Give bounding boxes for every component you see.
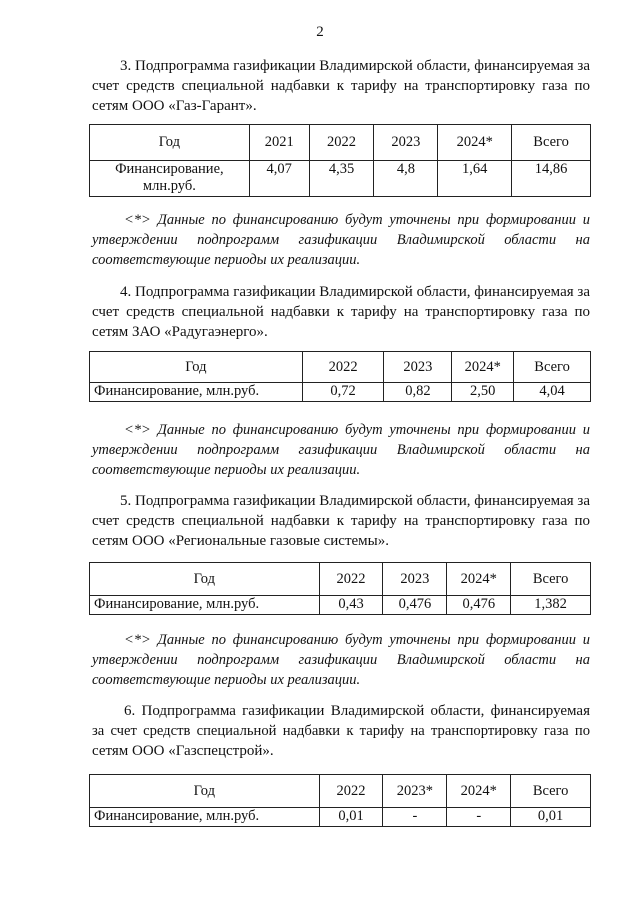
section-3-note [92,210,590,270]
value-cell: 0,72 [302,383,384,402]
text-line: 3. Подпрограмма газификации Владимирской области, финансируемая за [120,58,590,74]
table-header-row [90,563,591,596]
table-header-row [90,352,591,383]
page-number: 2 [316,24,324,40]
note-line: соответствующие периоды их реализации. [92,672,361,688]
funding-table-6 [89,774,591,827]
value-cell: 1,382 [511,596,591,615]
text-line: 6. Подпрограмма газификации Владимирской области, финансируемая [124,703,590,719]
section-5-note [92,630,590,690]
note-line: <*> Данные по финансированию будут уточнены при формировании и [124,212,590,228]
header-cell: 2023 [383,563,447,596]
text-line: счет средств специальной надбавки к тарифу на транспортировку газа по [92,78,590,94]
value-cell: 0,476 [447,596,511,615]
header-cell: Год [90,352,303,383]
text-line: счет средств специальной надбавки к тарифу на транспортировку газа по [92,304,590,320]
section-6-text [92,701,590,761]
note-line: <*> Данные по финансированию будут уточнены при формировании и [124,422,590,438]
value-cell: 1,64 [438,161,512,197]
value-cell: 2,50 [452,383,514,402]
table-row [90,383,591,402]
row-label: Финансирование, млн.руб. [90,383,303,402]
header-cell: 2022 [309,125,374,161]
text-line: сетям ООО «Газспецстрой». [92,743,274,759]
table-row [90,596,591,615]
header-cell: Всего [511,563,591,596]
header-cell: 2024* [452,352,514,383]
row-label: Финансирование, млн.руб. [90,808,320,827]
text-line: 4. Подпрограмма газификации Владимирской области, финансируемая за [120,284,590,300]
table-header-row [90,775,591,808]
header-cell: Год [90,563,320,596]
note-line: соответствующие периоды их реализации. [92,252,361,268]
header-cell: Всего [512,125,591,161]
text-line: счет средств специальной надбавки к тарифу на транспортировку газа по [92,513,590,529]
header-cell: Год [90,775,320,808]
table-row [90,808,591,827]
table-header-row [90,125,591,161]
text-line: за счет средств специальной надбавки к тарифу на транспортировку газа по [92,723,590,739]
header-cell: 2023 [384,352,452,383]
value-cell: 4,35 [309,161,374,197]
section-3-text [92,56,590,116]
note-line: утверждении подпрограмм газификации Владимирской области на [92,232,590,248]
note-line: утверждении подпрограмм газификации Владимирской области на [92,652,590,668]
table-row [90,161,591,197]
funding-table-3 [89,124,591,197]
value-cell: 4,07 [249,161,309,197]
text-line: сетям ЗАО «Радугаэнерго». [92,324,268,340]
header-cell: 2023 [374,125,438,161]
funding-table-5 [89,562,591,615]
text-line: 5. Подпрограмма газификации Владимирской области, финансируемая за [120,493,590,509]
section-4-note [92,420,590,480]
header-cell: 2024* [438,125,512,161]
section-5-text [92,491,590,551]
text-line: сетям ООО «Региональные газовые системы». [92,533,389,549]
value-cell: - [383,808,447,827]
header-cell: 2022 [319,775,383,808]
value-cell: 0,476 [383,596,447,615]
value-cell: 0,82 [384,383,452,402]
value-cell: 0,43 [319,596,383,615]
header-cell: 2022 [302,352,384,383]
section-4-text [92,282,590,342]
header-cell: 2022 [319,563,383,596]
header-cell: 2024* [447,563,511,596]
note-line: <*> Данные по финансированию будут уточнены при формировании и [124,632,590,648]
value-cell: 0,01 [511,808,591,827]
note-line: соответствующие периоды их реализации. [92,462,361,478]
row-label: Финансирование, млн.руб. [90,161,250,197]
row-label: Финансирование, млн.руб. [90,596,320,615]
funding-table-4 [89,351,591,402]
header-cell: Всего [514,352,591,383]
header-cell: 2024* [447,775,511,808]
header-cell: 2021 [249,125,309,161]
value-cell: 14,86 [512,161,591,197]
value-cell: 4,04 [514,383,591,402]
note-line: утверждении подпрограмм газификации Владимирской области на [92,442,590,458]
text-line: сетям ООО «Газ-Гарант». [92,98,257,114]
header-cell: Год [90,125,250,161]
value-cell: - [447,808,511,827]
header-cell: Всего [511,775,591,808]
value-cell: 4,8 [374,161,438,197]
value-cell: 0,01 [319,808,383,827]
header-cell: 2023* [383,775,447,808]
